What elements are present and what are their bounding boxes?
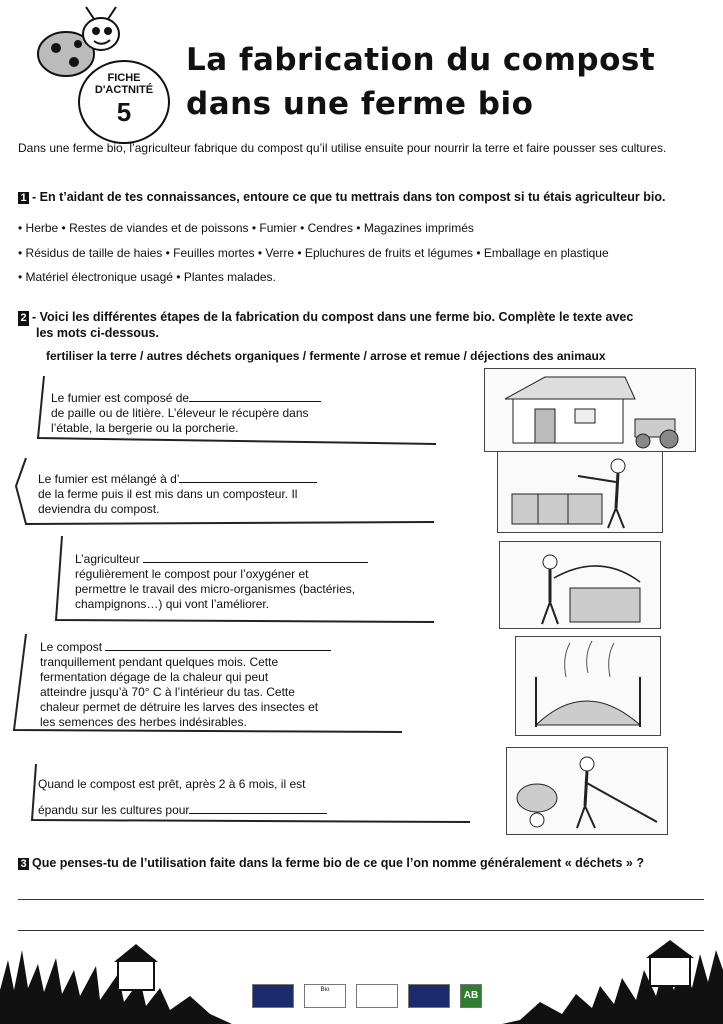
intro-text: Dans une ferme bio, l’agriculteur fabrique du compost qu’il utilise ensuite pour nourrir la terre et faire pousser ses cultures. xyxy=(18,141,667,155)
question-1-text: - En t’aidant de tes connaissances, entoure ce que tu mettrais dans ton compost si tu étais agriculteur bio. xyxy=(32,190,666,204)
question-3-text: Que penses-tu de l’utilisation faite dans la ferme bio de ce que l’on nomme généralement « déchets » ? xyxy=(32,856,644,870)
q1-items-row-3[interactable]: • Matériel électronique usagé • Plantes malades. xyxy=(18,270,276,284)
question-1 xyxy=(18,190,708,204)
eu-organic-logo-icon xyxy=(408,984,450,1008)
step-1-text xyxy=(51,389,381,436)
step-4-line-f: les semences des herbes indésirables. xyxy=(40,715,247,729)
step-1-line-a: Le fumier est composé de xyxy=(51,391,190,405)
step-1-blank[interactable] xyxy=(189,389,321,402)
step-5-line-b: épandu sur les cultures pour xyxy=(38,803,190,817)
ab-logo: AB xyxy=(460,984,482,1008)
farmer-spreading-compost-illustration-icon xyxy=(506,747,668,835)
badge-line2: D'ACTNITÉ xyxy=(94,84,154,96)
step-1-line-b: de paille ou de litière. L’éleveur le récupère dans xyxy=(51,406,309,420)
bio-logo: Bio xyxy=(304,984,346,1008)
question-1-number: 1 xyxy=(18,192,29,204)
step-3-line-c: permettre le travail des micro-organismes (bactéries, xyxy=(75,582,356,596)
step-3-line-a: L’agriculteur xyxy=(75,552,140,566)
step-3-text xyxy=(75,550,405,612)
step-4-line-e: chaleur permet de détruire les larves des insectes et xyxy=(40,700,319,714)
question-3-number: 3 xyxy=(18,858,29,870)
q1-items-row-1[interactable]: • Herbe • Restes de viandes et de poissons • Fumier • Cendres • Magazines imprimés xyxy=(18,221,474,235)
question-2-number: 2 xyxy=(18,311,29,326)
badge-line1: FICHE xyxy=(107,72,141,84)
question-2-text: - Voici les différentes étapes de la fabrication du compost dans une ferme bio. Complète le texte avec xyxy=(32,310,634,324)
step-4-line-c: fermentation dégage de la chaleur qui peut xyxy=(40,670,269,684)
badge-number: 5 xyxy=(116,97,132,127)
question-2 xyxy=(18,310,678,341)
step-5-text xyxy=(38,777,368,818)
step-1-line-c: l’étable, la bergerie ou la porcherie. xyxy=(51,421,239,435)
q1-items-row-2[interactable]: • Résidus de taille de haies • Feuilles mortes • Verre • Epluchures de fruits et légumes • Emballage en plastique xyxy=(18,246,609,260)
step-3-line-d: champignons…) qui vont l’améliorer. xyxy=(75,597,270,611)
step-2-line-a: Le fumier est mélangé à d’ xyxy=(38,472,180,486)
compost-heap-steaming-illustration-icon xyxy=(515,636,661,736)
word-bank: fertiliser la terre / autres déchets organiques / fermente / arrose et remue / déjections des animaux xyxy=(46,349,606,363)
step-2-blank[interactable] xyxy=(179,470,317,483)
answer-line-1[interactable] xyxy=(18,899,704,900)
question-2-text-cont: les mots ci-dessous. xyxy=(36,326,159,340)
farmer-mixing-illustration-icon xyxy=(497,451,663,533)
step-3-blank[interactable] xyxy=(143,550,368,563)
step-4-line-d: atteindre jusqu’à 70° C à l’intérieur du tas. Cette xyxy=(40,685,295,699)
page-title xyxy=(186,38,706,126)
step-2-line-c: deviendra du compost. xyxy=(38,502,160,516)
partner-logos xyxy=(232,978,502,1014)
step-3-line-b: régulièrement le compost pour l’oxygéner et xyxy=(75,567,309,581)
step-2-line-b: de la ferme puis il est mis dans un composteur. Il xyxy=(38,487,298,501)
step-4-text xyxy=(40,638,370,730)
farmer-watering-illustration-icon xyxy=(499,541,661,629)
ministry-logo-icon xyxy=(356,984,398,1008)
title-line2: dans une ferme bio xyxy=(186,86,534,122)
eu-flag-logo-icon xyxy=(252,984,294,1008)
step-4-line-a: Le compost xyxy=(40,640,103,654)
title-line1: La fabrication du compost xyxy=(186,42,656,78)
step-2-text xyxy=(38,470,368,517)
question-3 xyxy=(18,856,708,870)
step-4-line-b: tranquillement pendant quelques mois. Cette xyxy=(40,655,279,669)
step-5-blank[interactable] xyxy=(189,801,327,814)
barn-tractor-illustration-icon xyxy=(484,368,696,452)
step-4-blank[interactable] xyxy=(105,638,331,651)
activity-badge xyxy=(78,60,170,144)
step-5-line-a: Quand le compost est prêt, après 2 à 6 mois, il est xyxy=(38,777,306,791)
